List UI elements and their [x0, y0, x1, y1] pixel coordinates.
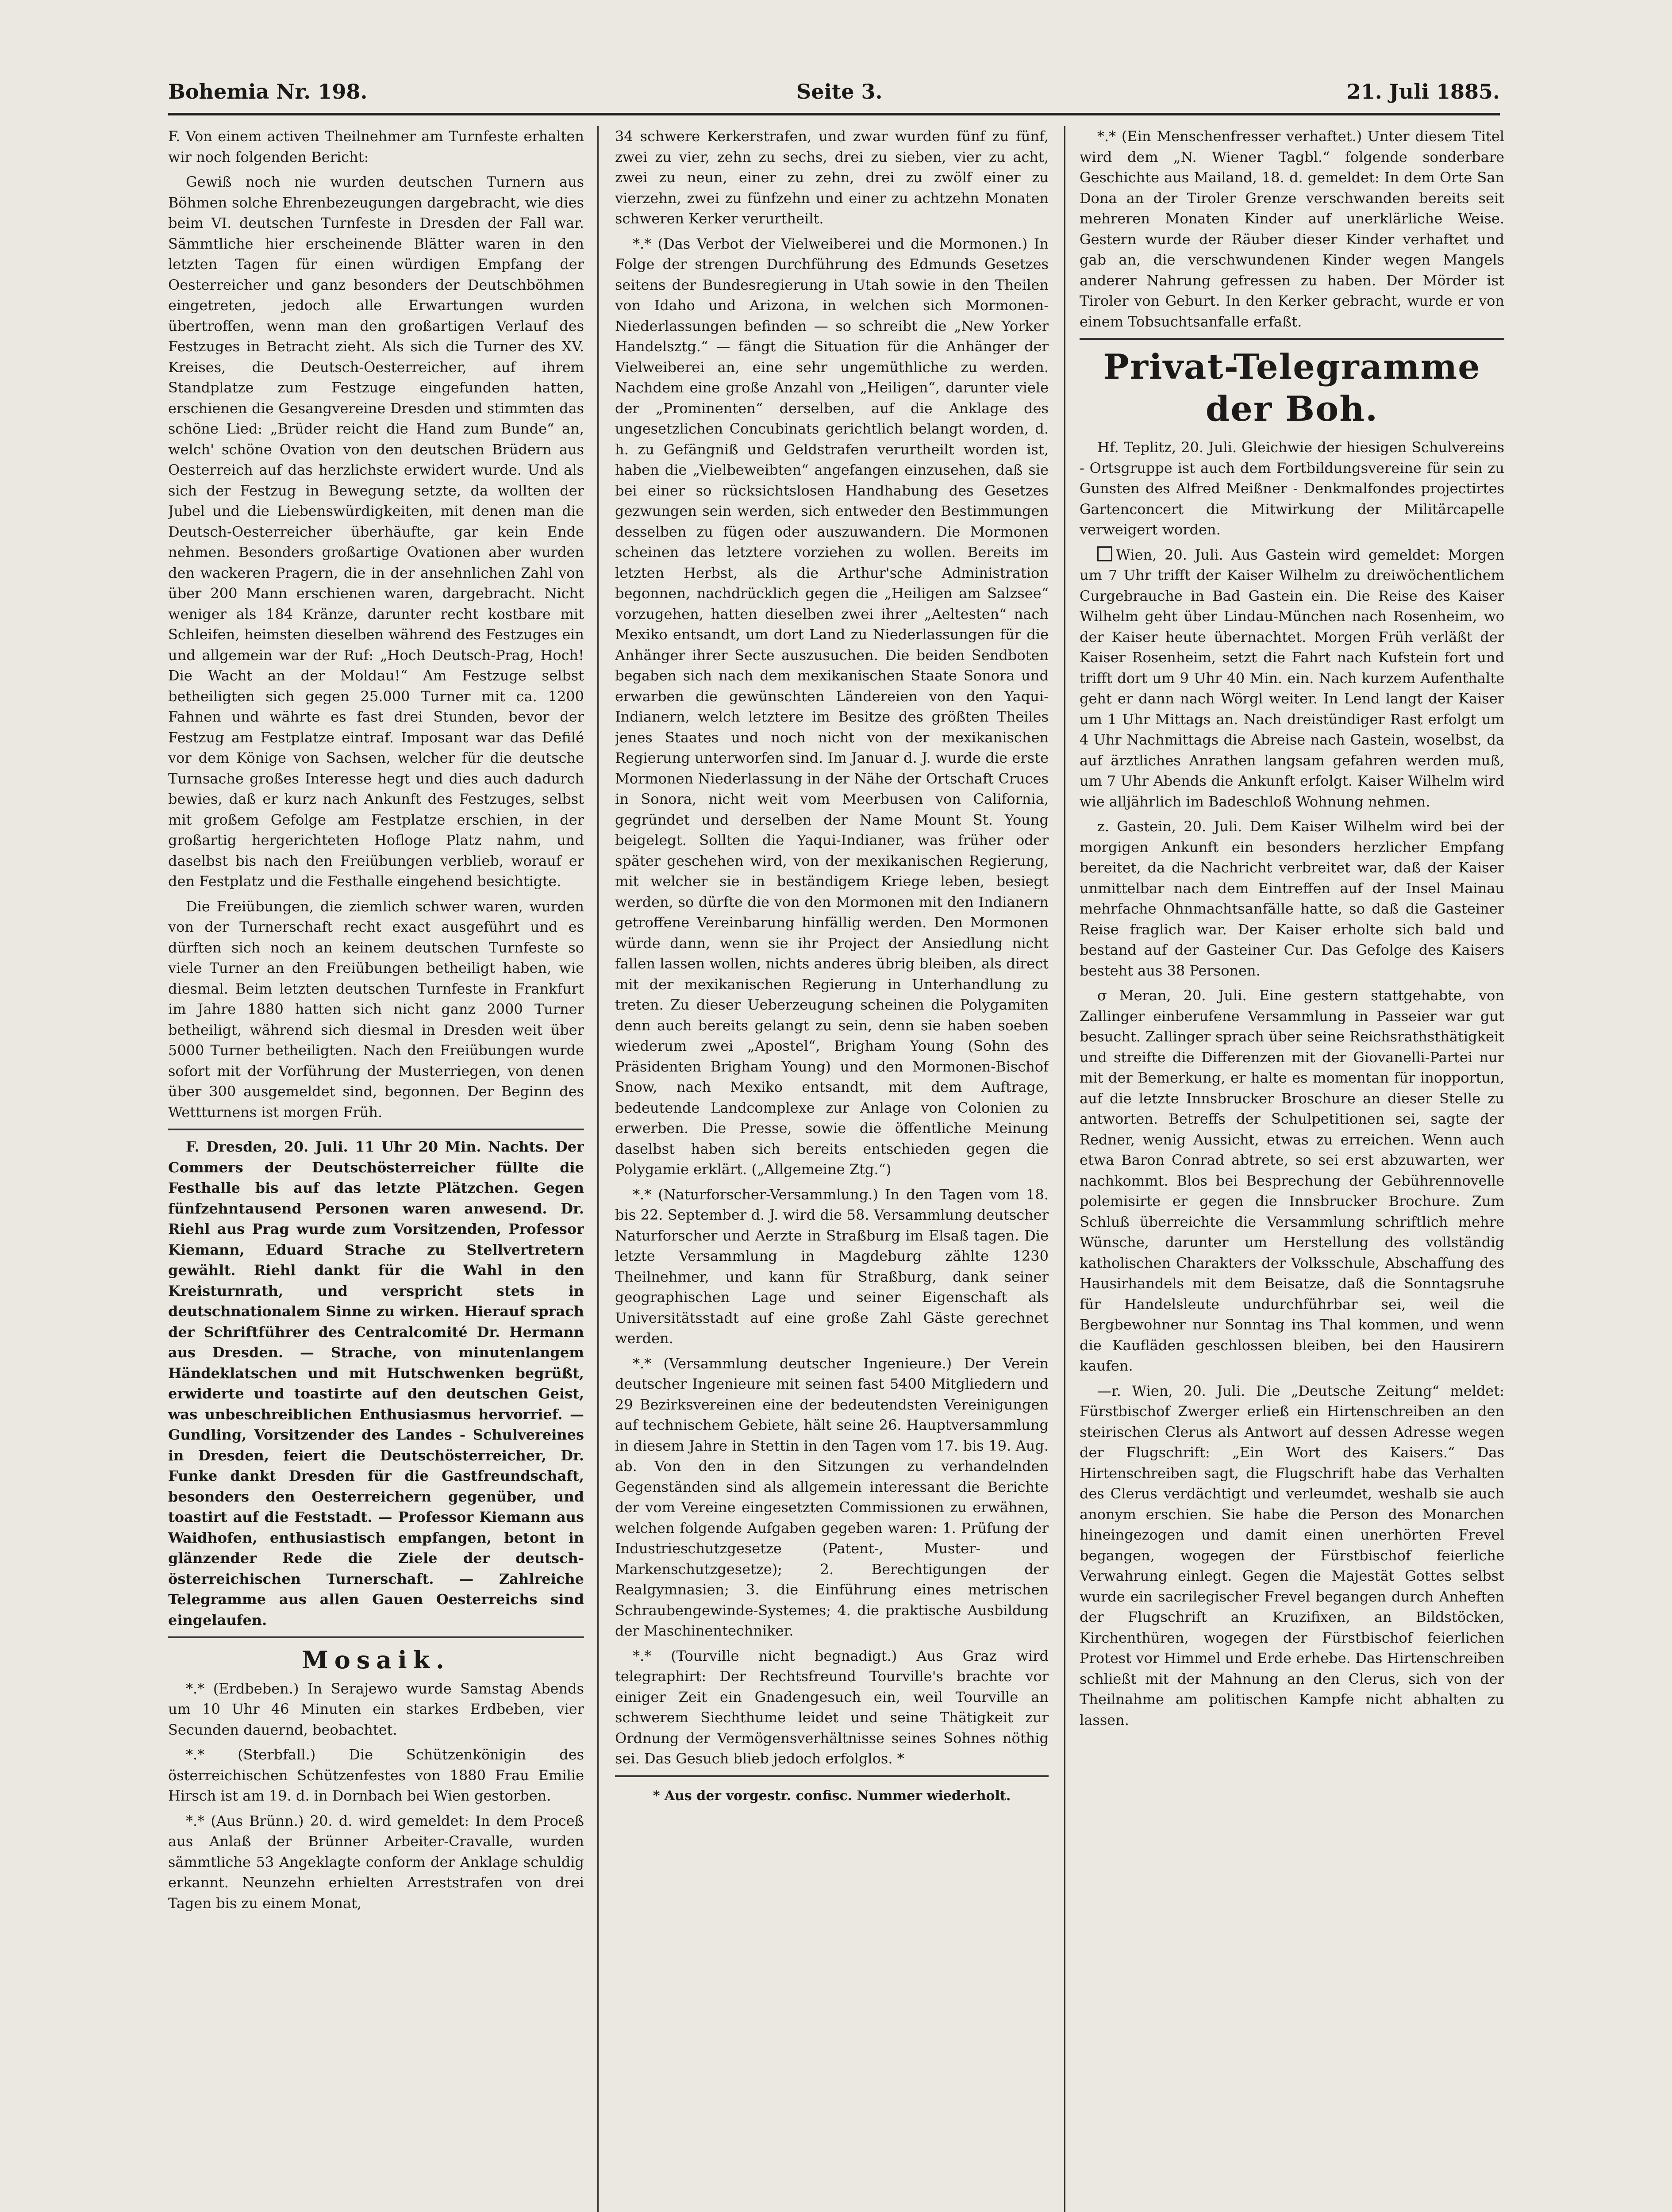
news-tourville: *.* (Tourville nicht begnadigt.) Aus Graz wird telegraphirt: Der Rechtsfreund Tourville's brachte vor einiger Zeit ein Gnadengesuch ein, weil Tourville an schwerem Siechthume leidet und seine Thätigkeit zur Ordnung der Vermögensverhältnisse seines Sohnes nöthig sei. Das Gesuch blieb jedoch erfolglos. *: [615, 1647, 1049, 1767]
page-number: Seite 3.: [796, 80, 883, 104]
news-bruenn: *.* (Aus Brünn.) 20. d. wird gemeldet: In dem Proceß aus Anlaß der Brünner Arbeiter-Cravalle, wurden sämmtliche 53 Angeklagte conform der Anklage schuldig erkannt. Neunzehn erhielten Arreststrafen von drei Tagen bis zu einem Monat,: [168, 1812, 584, 1912]
square-mark-icon: [1097, 546, 1112, 561]
news-ingenieure: *.* (Versammlung deutscher Ingenieure.) Der Verein deutscher Ingenieure mit seinen fast 5400 Mitgliedern und 29 Bezirksvereinen eine der bedeutendsten Vereinigungen auf technischem Gebiete, hält seine 26. Hauptversammlung in diesem Jahre in Stettin in den Tagen vom 17. bis 19. Aug. ab. Von den in den Sitzungen zu verhandelnden Gegenständen sind als allgemein interessant die Berichte der vom Vereine eingesetzten Commissionen zu erwähnen, welchen folgende Aufgaben gegeben waren: 1. Prüfung der Industrieschutzgesetze (Patent-, Muster- und Markenschutzgesetze); 2. Berechtigungen der Realgymnasien; 3. die Einführung eines metrischen Schraubengewinde-Systemes; 4. die praktische Ausbildung der Maschinentechniker.: [615, 1355, 1049, 1639]
issue-date: 21. Juli 1885.: [1346, 80, 1500, 104]
news-bruenn-continued: 34 schwere Kerkerstrafen, und zwar wurden fünf zu fünf, zwei zu vier, zehn zu sechs, drei zu sieben, vier zu acht, zwei zu neun, einer zu zehn, drei zu zwölf einer zu vierzehn, zwei zu fünfzehn und einer zu achtzehn Monaten schweren Kerker verurtheilt.: [615, 128, 1049, 227]
header-rule: [168, 113, 1500, 115]
footnote-rule: [615, 1775, 1049, 1777]
news-naturforscher: *.* (Naturforscher-Versammlung.) In den Tagen vom 18. bis 22. September d. J. wird die 58. Versammlung deutscher Naturforscher und Aerzte in Straßburg im Elsaß tagen. Die letzte Versammlung in Magdeburg zählte 1230 Theilnehmer, und kann für Straßburg, dank seiner geographischen Lage und seiner Eigenschaft als Universitätsstadt auf eine große Zahl Gäste gerechnet werden.: [615, 1186, 1049, 1347]
article-divider: [168, 1129, 584, 1130]
section-divider: [168, 1636, 584, 1638]
column-2: [615, 126, 1049, 2212]
telegram-meran: σ Meran, 20. Juli. Eine gestern stattgehabte, von Zallinger einberufene Versammlung in Passeier war gut besucht. Zallinger sprach über seine Reichsrathsthätigkeit und streifte die Differenzen mit der Giovanelli-Partei nur mit der Bemerkung, er halte es momentan für inopportun, auf die letzte Innsbrucker Broschure an dieser Stelle zu antworten. Betreffs der Schulpetitionen sei, sagte der Redner, wenig Aussicht, etwas zu erreichen. Wenn auch etwa Baron Conrad abtrete, so sei erst abzuwarten, wer nachkommt. Blos bei Besprechung der Gebührennovelle polemisirte er gegen die Innsbrucker Brochure. Zum Schluß überreichte die Versammlung schriftlich mehre Wünsche, darunter um Herstellung des vollständig katholischen Charakters der Volksschule, Abschaffung des Hausirhandels mit dem Beisatze, daß die Sonntagsruhe für Handelsleute undurchführbar sei, weil die Bergbewohner nur Sonntag ins Thal kommen, und wenn die Kaufläden geschlossen bleiben, bei den Hausirern kaufen.: [1080, 987, 1504, 1374]
telegram-wien-gastein: [1080, 545, 1504, 812]
article-turnfest-body: Gewiß noch nie wurden deutschen Turnern aus Böhmen solche Ehrenbezeugungen dargebracht, wie dies beim VI. deutschen Turnfeste in Dresden der Fall war. Sämmtliche hier erscheinende Blätter waren in den letzten Tagen für einen würdigen Empfang der Oesterreicher und ganz besonders der Deutschböhmen eingetreten, jedoch alle Erwartungen wurden übertroffen, wenn man den großartigen Verlauf des Festzuges in Betracht zieht. Als sich die Turner des XV. Kreises, die Deutsch-Oesterreicher, auf ihrem Standplatze zum Festzuge eingefunden hatten, erschienen die Gesangvereine Dresden und stimmten das schöne Lied: „Brüder reicht die Hand zum Bunde“ an, welch' schöne Ovation von den deutschen Brüdern aus Oesterreich auf das herzlichste erwidert wurde. Und als sich der Festzug in Bewegung setzte, da wollten der Jubel und die Liebenswürdigkeiten, mit denen man die Deutsch-Oesterreicher überhäufte, gar kein Ende nehmen. Besonders großartige Ovationen aber wurden den wackeren Pragern, die in der ansehnlichen Zahl von über 200 Mann erschienen waren, dargebracht. Nicht weniger als 184 Kränze, darunter recht kostbare mit Schleifen, heimsten dieselben während des Festzuges ein und allgemein war der Ruf: „Hoch Deutsch-Prag, Hoch! Die Wacht an der Moldau!“ Am Festzuge selbst betheiligten sich gegen 25.000 Turner mit ca. 1200 Fahnen und währte es fast drei Stunden, bevor der Festzug am Festplatze eintraf. Imposant war das Defilé vor dem Könige von Sachsen, welcher für die deutsche Turnsache großes Interesse hegt und dies auch dadurch bewies, daß er kurz nach Ankunft des Festzuges, selbst mit großem Gefolge am Festplatze erschien, in der großartig hergerichteten Hofloge Platz nahm, und daselbst bis nach den Freiübungen verblieb, worauf er den Festplatz und die Festhalle eingehend besichtigte.: [168, 173, 584, 890]
footnote: * Aus der vorgestr. confisc. Nummer wiederholt.: [653, 1788, 1011, 1804]
column-1: [168, 126, 584, 2212]
page-header: [115, 75, 1535, 115]
newspaper-page: [115, 53, 1535, 2212]
mosaik-section-title: Mosaik.: [302, 1646, 450, 1674]
news-sterbfall: *.* (Sterbfall.) Die Schützenkönigin des österreichischen Schützenfestes von 1880 Frau Emilie Hirsch ist am 19. d. in Dornbach bei Wien gestorben.: [168, 1746, 584, 1804]
news-menschenfresser: *.* (Ein Menschenfresser verhaftet.) Unter diesem Titel wird dem „N. Wiener Tagbl.“ folgende sonderbare Geschichte aus Mailand, 18. d. gemeldet: In dem Orte San Dona an der Tiroler Grenze verschwanden bereits seit mehreren Monaten Kinder auf unerklärliche Weise. Gestern wurde der Räuber dieser Kinder verhaftet und gab an, die verschwundenen Kinder wegen Mangels anderer Nahrung gefressen zu haben. Der Mörder ist Tiroler von Geburt. In den Kerker gebracht, wurde er von einem Tobsuchtsanfalle erfaßt.: [1080, 128, 1504, 330]
article-turnfest-intro: F. Von einem activen Theilnehmer am Turnfeste erhalten wir noch folgenden Bericht:: [168, 128, 584, 165]
telegram-section-title: Privat-Telegramme der Boh.: [1103, 347, 1481, 429]
column-divider-2: [1064, 126, 1065, 2212]
telegram-teplitz: Hf. Teplitz, 20. Juli. Gleichwie der hiesigen Schulvereins - Ortsgruppe ist auch dem Fortbildungsvereine für sein zu Gunsten des Alfred Meißner - Denkmalfondes projectirtes Gartenconcert die Mitwirkung der Militärcapelle verweigert worden.: [1080, 439, 1504, 538]
column-3: [1080, 126, 1504, 2212]
news-erdbeben: *.* (Erdbeben.) In Serajewo wurde Samstag Abends um 10 Uhr 46 Minuten ein starkes Erdbeben, vier Secunden dauernd, beobachtet.: [168, 1680, 584, 1738]
telegram-wien-gastein-text: Wien, 20. Juli. Aus Gastein wird gemeldet: Morgen um 7 Uhr trifft der Kaiser Wilhelm zu dreiwöchentlichem Curgebrauche in Bad Gastein ein. Die Reise des Kaiser Wilhelm geht über Lindau-München nach Rosenheim, wo der Kaiser heute übernachtet. Morgen Früh verläßt der Kaiser Rosenheim, setzt die Fahrt nach Kufstein fort und trifft dort um 9 Uhr 40 Min. ein. Nach kurzem Aufenthalte geht er dann nach Wörgl weiter. In Lend langt der Kaiser um 1 Uhr Mittags an. Nach dreistündiger Rast erfolgt um 4 Uhr Nachmittags die Abreise nach Gastein, woselbst, da auf ärztliches Anrathen langsam gefahren werden muß, um 7 Uhr Abends die Ankunft erfolgt. Kaiser Wilhelm wird wie alljährlich im Badeschloß Wohnung nehmen.: [1080, 546, 1504, 810]
telegram-rule: [1080, 338, 1504, 340]
article-turnfest-freiuebungen: Die Freiübungen, die ziemlich schwer waren, wurden von der Turnerschaft recht exact ausgeführt und es dürften sich noch an keinem deutschen Turnfeste so viele Turner an den Freiübungen betheiligt haben, wie diesmal. Beim letzten deutschen Turnfeste in Frankfurt im Jahre 1880 hatten sich nicht ganz 2000 Turner betheiligt, während sich diesmal in Dresden weit über 5000 Turner betheiligten. Nach den Freiübungen wurde sofort mit der Vorführung der Musterriegen, von denen über 300 ausgemeldet sind, begonnen. Der Beginn des Wettturnens ist morgen Früh.: [168, 898, 584, 1121]
telegram-wien-hirtenschreiben: —r. Wien, 20. Juli. Die „Deutsche Zeitung“ meldet: Fürstbischof Zwerger erließ ein Hirtenschreiben an den steirischen Clerus als Antwort auf dessen Adresse wegen der Flugschrift: „Ein Wort des Kaisers.“ Das Hirtenschreiben sagt, die Flugschrift habe das Verhalten des Clerus verdächtigt und verleumdet, weshalb sie auch anonym erschien. Sie habe die Person des Monarchen hineingezogen und damit einen unerhörten Frevel begangen, wogegen der Fürstbischof feierliche Verwahrung einlegt. Gegen die Majestät Gottes selbst wurde ein sacrilegischer Frevel begangen durch Anheften der Flugschrift an Kruzifixen, an Bildstöcken, Kirchenthüren, wogegen der Fürstbischof feierlichen Protest vor Himmel und Erde erhebe. Das Hirtenschreiben schließt mit der Mahnung an den Clerus, sich von der Theilnahme am politischen Kampfe nicht abhalten zu lassen.: [1080, 1382, 1504, 1728]
news-mormonen: *.* (Das Verbot der Vielweiberei und die Mormonen.) In Folge der strengen Durchführung des Edmunds Gesetzes seitens der Bundesregierung in Utah sowie in den Theilen von Idaho und Arizona, in welchen sich Mormonen-Niederlassungen befinden — so schreibt die „New Yorker Handelsztg.“ — fängt die Situation für die Anhänger der Vielweiberei an, eine sehr ungemüthliche zu werden. Nachdem eine große Anzahl von „Heiligen“, darunter viele der „Prominenten“ derselben, auf die Anklage des ungesetzlichen Concubinats gerichtlich belangt worden, d. h. zu Gefängniß und Geldstrafen verurtheilt worden ist, haben die „Vielbeweibten“ angefangen einzusehen, daß sie bei einer so rücksichtslosen Handhabung des Gesetzes gezwungen sein werden, sich entweder den Bestimmungen desselben zu fügen oder auszuwandern. Die Mormonen scheinen das letztere vorziehen zu wollen. Bereits im letzten Herbst, als die Arthur'sche Administration begonnen, nachdrücklich gegen die „Heiligen am Salzsee“ vorzugehen, hatten dieselben zwei ihrer „Aeltesten“ nach Mexiko entsandt, um dort Land zu Niederlassungen für die Anhänger ihrer Secte auszusuchen. Die beiden Sendboten begaben sich nach dem mexikanischen Staate Sonora und erwarben die gewünschten Ländereien von den Yaqui-Indianern, welch letztere im Besitze des größten Theiles jenes Staates und noch nicht von der mexikanischen Regierung unterworfen sind. Im Januar d. J. wurde die erste Mormonen Niederlassung in der Nähe der Ortschaft Cruces in Sonora, nicht weit vom Meerbusen von California, gegründet und derselben der Name Mount St. Young beigelegt. Sollten die Yaqui-Indianer, was früher oder später geschehen wird, von der mexikanischen Regierung, mit welcher sie in beständigem Kriege leben, besiegt werden, so dürfte die von den Mormonen mit den Indianern getroffene Vereinbarung hinfällig werden. Den Mormonen würde dann, wenn sie ihr Project der Ansiedlung nicht fallen lassen wollen, nichts anderes übrig bleiben, als direct mit der mexikanischen Regierung in Unterhandlung zu treten. Zu dieser Ueberzeugung scheinen die Polygamiten denn auch bereits gelangt zu sein, denn sie haben soeben wiederum zwei „Apostel“, Brigham Young (Sohn des Präsidenten Brigham Young) und den Mormonen-Bischof Snow, nach Mexiko entsandt, mit dem Auftrage, bedeutende Landcomplexe zur Anlage von Colonien zu erwerben. Die Presse, sowie die öffentliche Meinung daselbst haben sich bereits entschieden gegen die Polygamie erklärt. („Allgemeine Ztg.“): [615, 235, 1049, 1178]
column-divider-1: [597, 126, 599, 2212]
article-dresden-commers: F. Dresden, 20. Juli. 11 Uhr 20 Min. Nachts. Der Commers der Deutschösterreicher füllte die Festhalle bis auf das letzte Plätzchen. Gegen fünfzehntausend Personen waren anwesend. Dr. Riehl aus Prag wurde zum Vorsitzenden, Professor Kiemann, Eduard Strache zu Stellvertretern gewählt. Riehl dankt für die Wahl in den Kreisturnrath, und verspricht stets in deutschnationalem Sinne zu wirken. Hierauf sprach der Schriftführer des Centralcomité Dr. Hermann aus Dresden. — Strache, von minutenlangem Händeklatschen und mit Hutschwenken begrüßt, erwiderte und toastirte auf den deutschen Geist, was unbeschreiblichen Enthusiasmus hervorrief. — Gundling, Vorsitzender des Landes - Schulvereines in Dresden, feiert die Deutschösterreicher, Dr. Funke dankt Dresden für die Gastfreundschaft, besonders den Oesterreichern gegenüber, und toastirt auf die Feststadt. — Professor Kiemann aus Waidhofen, enthusiastisch empfangen, betont in glänzender Rede die Ziele der deutsch-österreichischen Turnerschaft. — Zahlreiche Telegramme aus allen Gauen Oesterreichs sind eingelaufen.: [168, 1138, 584, 1628]
issue-label: Bohemia Nr. 198.: [168, 80, 368, 104]
telegram-gastein: z. Gastein, 20. Juli. Dem Kaiser Wilhelm wird bei der morgigen Ankunft ein besonders herzlicher Empfang bereitet, da die Nachricht verbreitet war, daß der Kaiser unmittelbar nach dem Eintreffen auf der Insel Mainau mehrfache Ohnmachtsanfälle hatte, so daß die Gasteiner Reise fraglich war. Der Kaiser erholte sich bald und bestand auf der Gasteiner Cur. Das Gefolge des Kaisers besteht aus 38 Personen.: [1080, 818, 1504, 979]
